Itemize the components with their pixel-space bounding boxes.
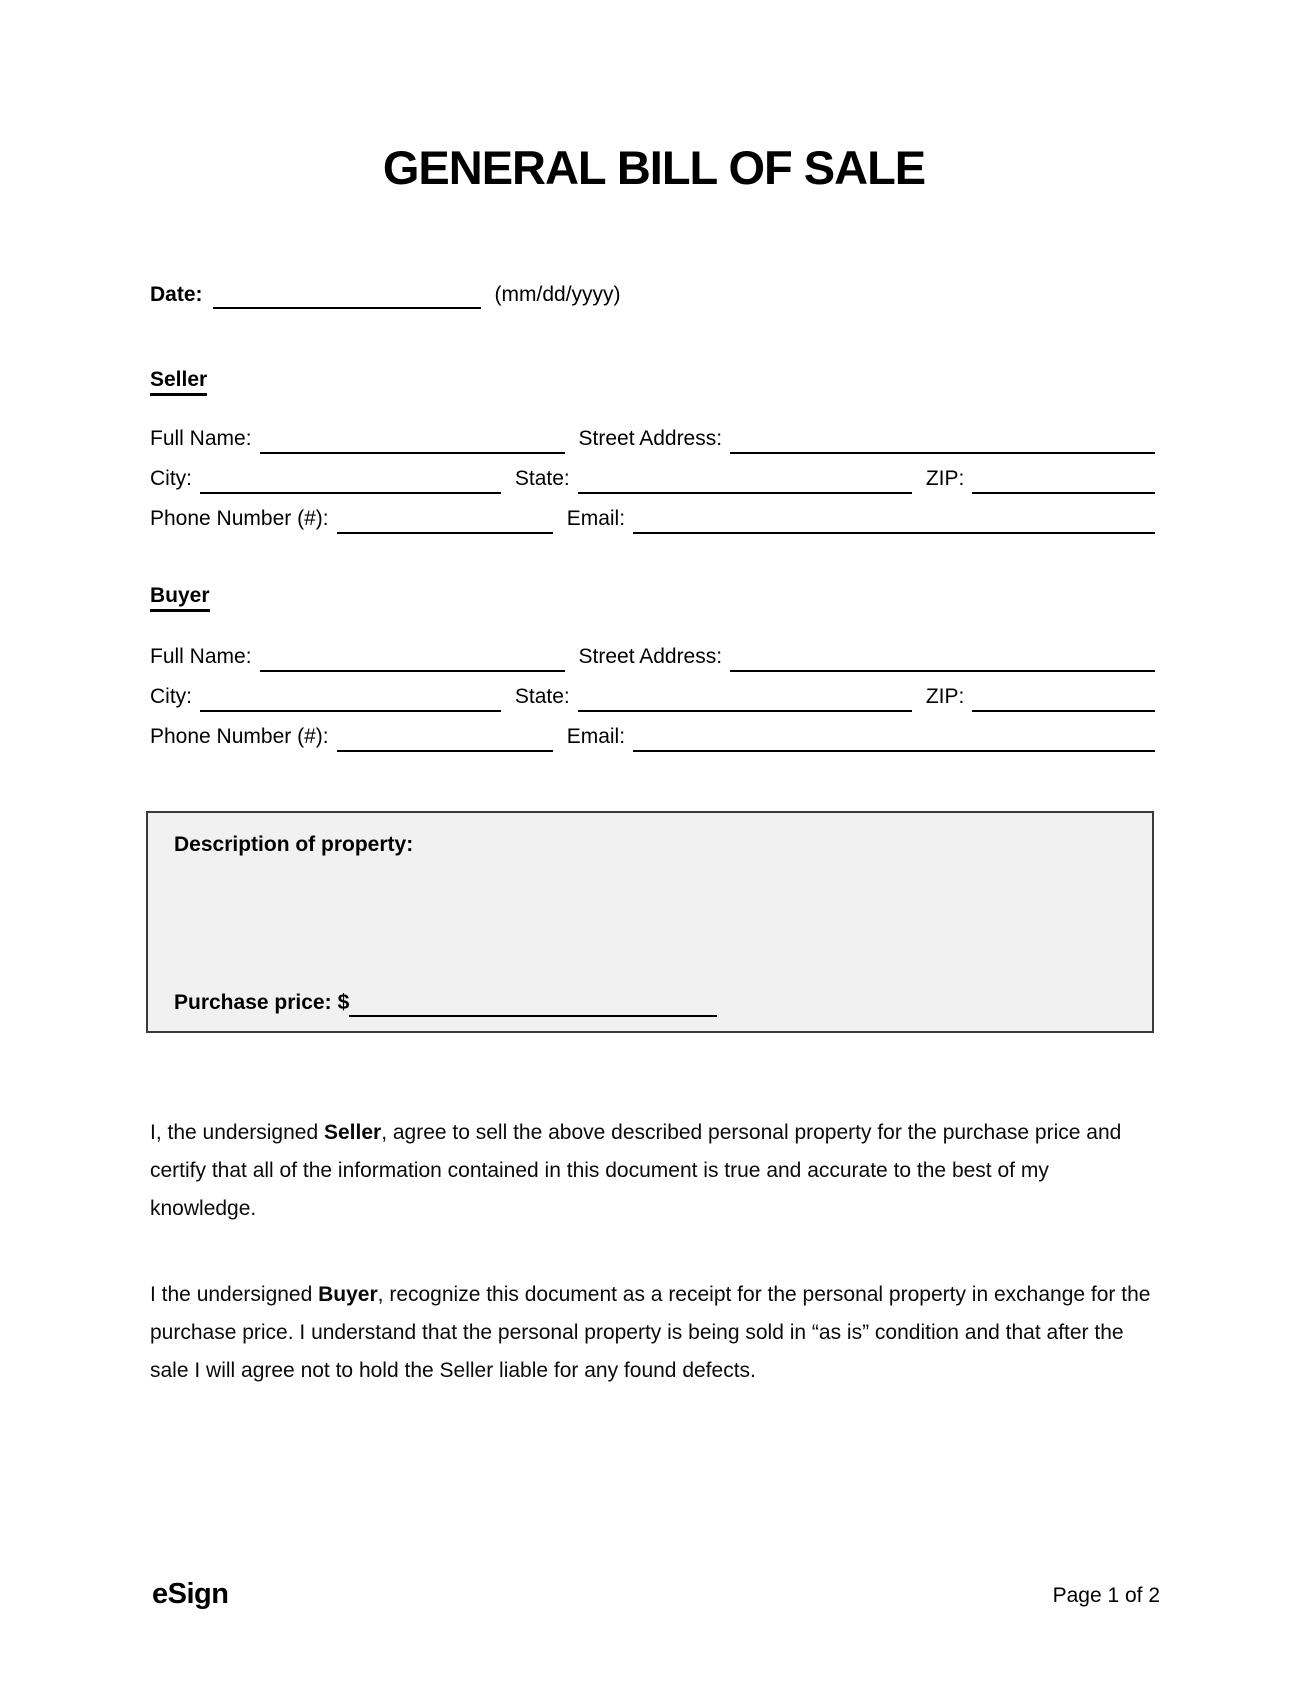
purchase-price-label: Purchase price: — [174, 991, 332, 1014]
buyer-state-label: State: — [514, 685, 570, 708]
buyer-state-field[interactable] — [578, 694, 912, 712]
page-number-indicator: Page 1 of 2 — [1052, 1584, 1160, 1607]
buyer-zip-field[interactable] — [972, 694, 1155, 712]
seller-city-state-zip-row — [150, 466, 1155, 492]
buyer-declaration-paragraph — [150, 1276, 1158, 1390]
purchase-price-field[interactable] — [349, 999, 717, 1017]
buyer-zip-label: ZIP: — [925, 685, 965, 708]
buyer-declaration-rest: , recognize this document as a receipt for the personal property in exchange for the purchase price. I understand that the personal property is being sold in “as is” condition and that after the sale I will agree not to hold the Seller liable for any found defects. — [150, 1283, 1151, 1382]
seller-declaration-prefix: I, the undersigned — [150, 1121, 324, 1144]
date-label: Date: — [150, 283, 203, 306]
seller-name-address-row — [150, 426, 1155, 452]
seller-state-field[interactable] — [578, 476, 912, 494]
purchase-price-row — [174, 991, 717, 1015]
seller-declaration-rest: , agree to sell the above described personal property for the purchase price and certify that all of the information contained in this document is true and accurate to the best of my knowledge. — [150, 1121, 1122, 1220]
seller-email-field[interactable] — [633, 516, 1155, 534]
currency-symbol: $ — [337, 991, 350, 1014]
seller-declaration-bold-word: Seller — [323, 1121, 382, 1144]
seller-full-name-field[interactable] — [260, 436, 565, 454]
description-of-property-label: Description of property: — [174, 833, 414, 856]
description-of-property-field[interactable] — [174, 873, 1126, 983]
buyer-phone-label: Phone Number (#): — [150, 725, 329, 748]
buyer-declaration-bold-word: Buyer — [318, 1283, 378, 1306]
seller-full-name-label: Full Name: — [150, 427, 252, 450]
buyer-section-heading: Buyer — [150, 584, 210, 612]
buyer-street-address-field[interactable] — [730, 654, 1155, 672]
date-field[interactable] — [213, 291, 481, 309]
seller-city-label: City: — [150, 467, 192, 490]
seller-phone-field[interactable] — [337, 516, 553, 534]
page-title: GENERAL BILL OF SALE — [382, 141, 926, 194]
buyer-full-name-label: Full Name: — [150, 645, 252, 668]
buyer-full-name-field[interactable] — [260, 654, 565, 672]
seller-phone-label: Phone Number (#): — [150, 507, 329, 530]
buyer-email-field[interactable] — [633, 734, 1155, 752]
date-format-hint: (mm/dd/yyyy) — [494, 283, 621, 306]
seller-street-address-label: Street Address: — [578, 427, 723, 450]
buyer-email-label: Email: — [566, 725, 626, 748]
property-description-box — [146, 811, 1154, 1033]
buyer-street-address-label: Street Address: — [578, 645, 723, 668]
buyer-declaration-prefix: I the undersigned — [150, 1283, 319, 1306]
seller-section-heading: Seller — [150, 368, 207, 396]
buyer-city-field[interactable] — [200, 694, 501, 712]
seller-state-label: State: — [514, 467, 570, 490]
buyer-city-label: City: — [150, 685, 192, 708]
seller-street-address-field[interactable] — [730, 436, 1155, 454]
seller-phone-email-row — [150, 506, 1155, 532]
buyer-phone-field[interactable] — [337, 734, 553, 752]
seller-email-label: Email: — [566, 507, 626, 530]
buyer-phone-email-row — [150, 724, 1155, 750]
buyer-name-address-row — [150, 644, 1155, 670]
seller-declaration-paragraph — [150, 1114, 1158, 1228]
seller-zip-label: ZIP: — [925, 467, 965, 490]
buyer-city-state-zip-row — [150, 684, 1155, 710]
date-row — [150, 283, 1158, 307]
esign-logo: eSign — [152, 1578, 229, 1610]
seller-city-field[interactable] — [200, 476, 501, 494]
seller-zip-field[interactable] — [972, 476, 1155, 494]
